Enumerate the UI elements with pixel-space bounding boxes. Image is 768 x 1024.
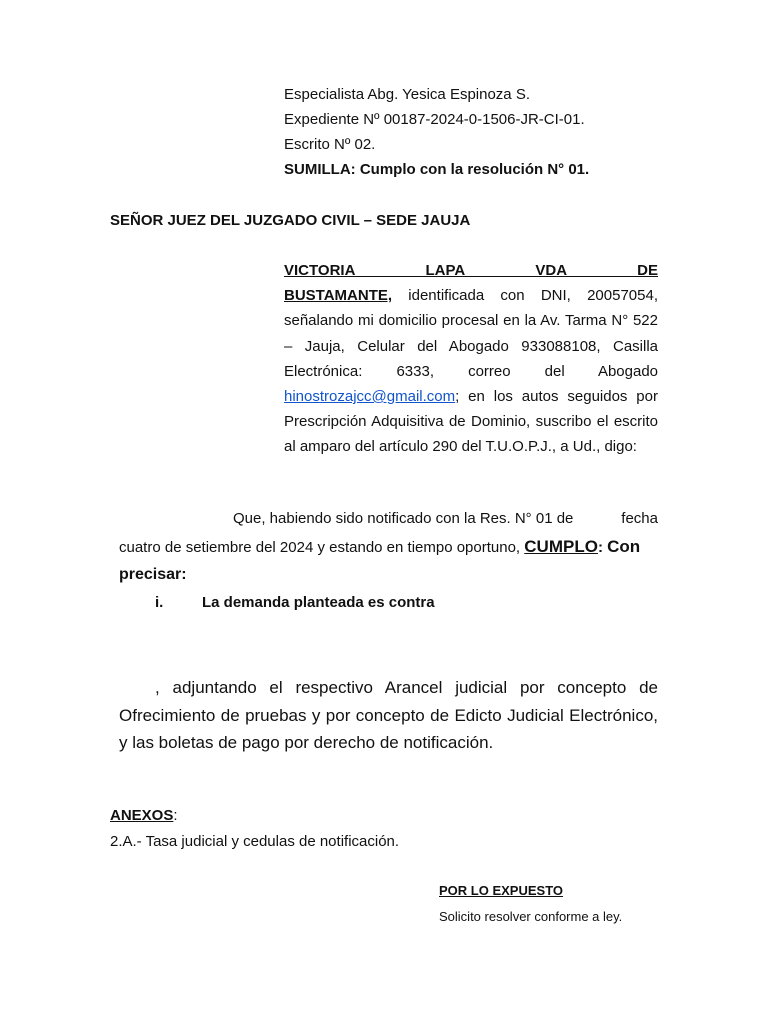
body-paragraph (119, 674, 658, 757)
party-text-1: identificada con DNI, 20057054, señalando mi domicilio procesal en la Av. Tarma N° 522 – Jauja, Celular del Abogado 933088108, Casilla Electrónica: 6333, correo del Abogado (284, 287, 658, 380)
anexos-item: 2.A.- Tasa judicial y cedulas de notificación. (110, 833, 400, 850)
anexos-title: ANEXOS (110, 807, 174, 824)
con-word: Con (607, 537, 641, 556)
anexos-colon: : (173, 807, 178, 824)
cumplo-line (119, 537, 640, 557)
que-fecha-text: fecha (621, 510, 658, 527)
lawyer-email-link[interactable]: hinostrozajcc@gmail.com (284, 388, 456, 406)
party-name-line1: VICTORIA LAPA VDA DE (284, 262, 658, 279)
party-block (284, 258, 658, 460)
que-lead-text: Que, habiendo sido notificado con la Res. N° 01 de (233, 510, 574, 527)
party-text-2: ; en los autos seguidos por Prescripción Adquisitiva de Dominio, suscribo el escrito al amparo del artículo 290 del T.U.O.P.J., a Ud., digo: (284, 388, 658, 456)
cumplo-lead-text: cuatro de setiembre del 2024 y estando en tiempo oportuno, (119, 539, 525, 556)
escrito-line: Escrito Nº 02. (284, 136, 376, 153)
list-marker: i. (155, 594, 164, 611)
precisar-text: precisar: (119, 566, 187, 583)
anexos-heading (110, 807, 178, 824)
cumplo-word: CUMPLO (524, 537, 598, 556)
list-item-demanda: La demanda planteada es contra (202, 594, 435, 611)
cumplo-colon: : (597, 539, 608, 556)
sumilla-line: SUMILLA: Cumplo con la resolución N° 01. (284, 161, 590, 178)
por-lo-expuesto: POR LO EXPUESTO (439, 883, 564, 898)
expediente-line: Expediente Nº 00187-2024-0-1506-JR-CI-01. (284, 111, 585, 128)
especialista-line: Especialista Abg. Yesica Espinoza S. (284, 86, 530, 103)
party-name-line2: BUSTAMANTE, (284, 287, 393, 305)
addressee-heading: SEÑOR JUEZ DEL JUZGADO CIVIL – SEDE JAUJA (110, 212, 471, 229)
solicito-line: Solicito resolver conforme a ley. (439, 909, 623, 924)
paragraph-text: , adjuntando el respectivo Arancel judicial por concepto de Ofrecimiento de pruebas y por concepto de Edicto Judicial Electrónico, y las boletas de pago por derecho de notificación. (119, 678, 658, 752)
